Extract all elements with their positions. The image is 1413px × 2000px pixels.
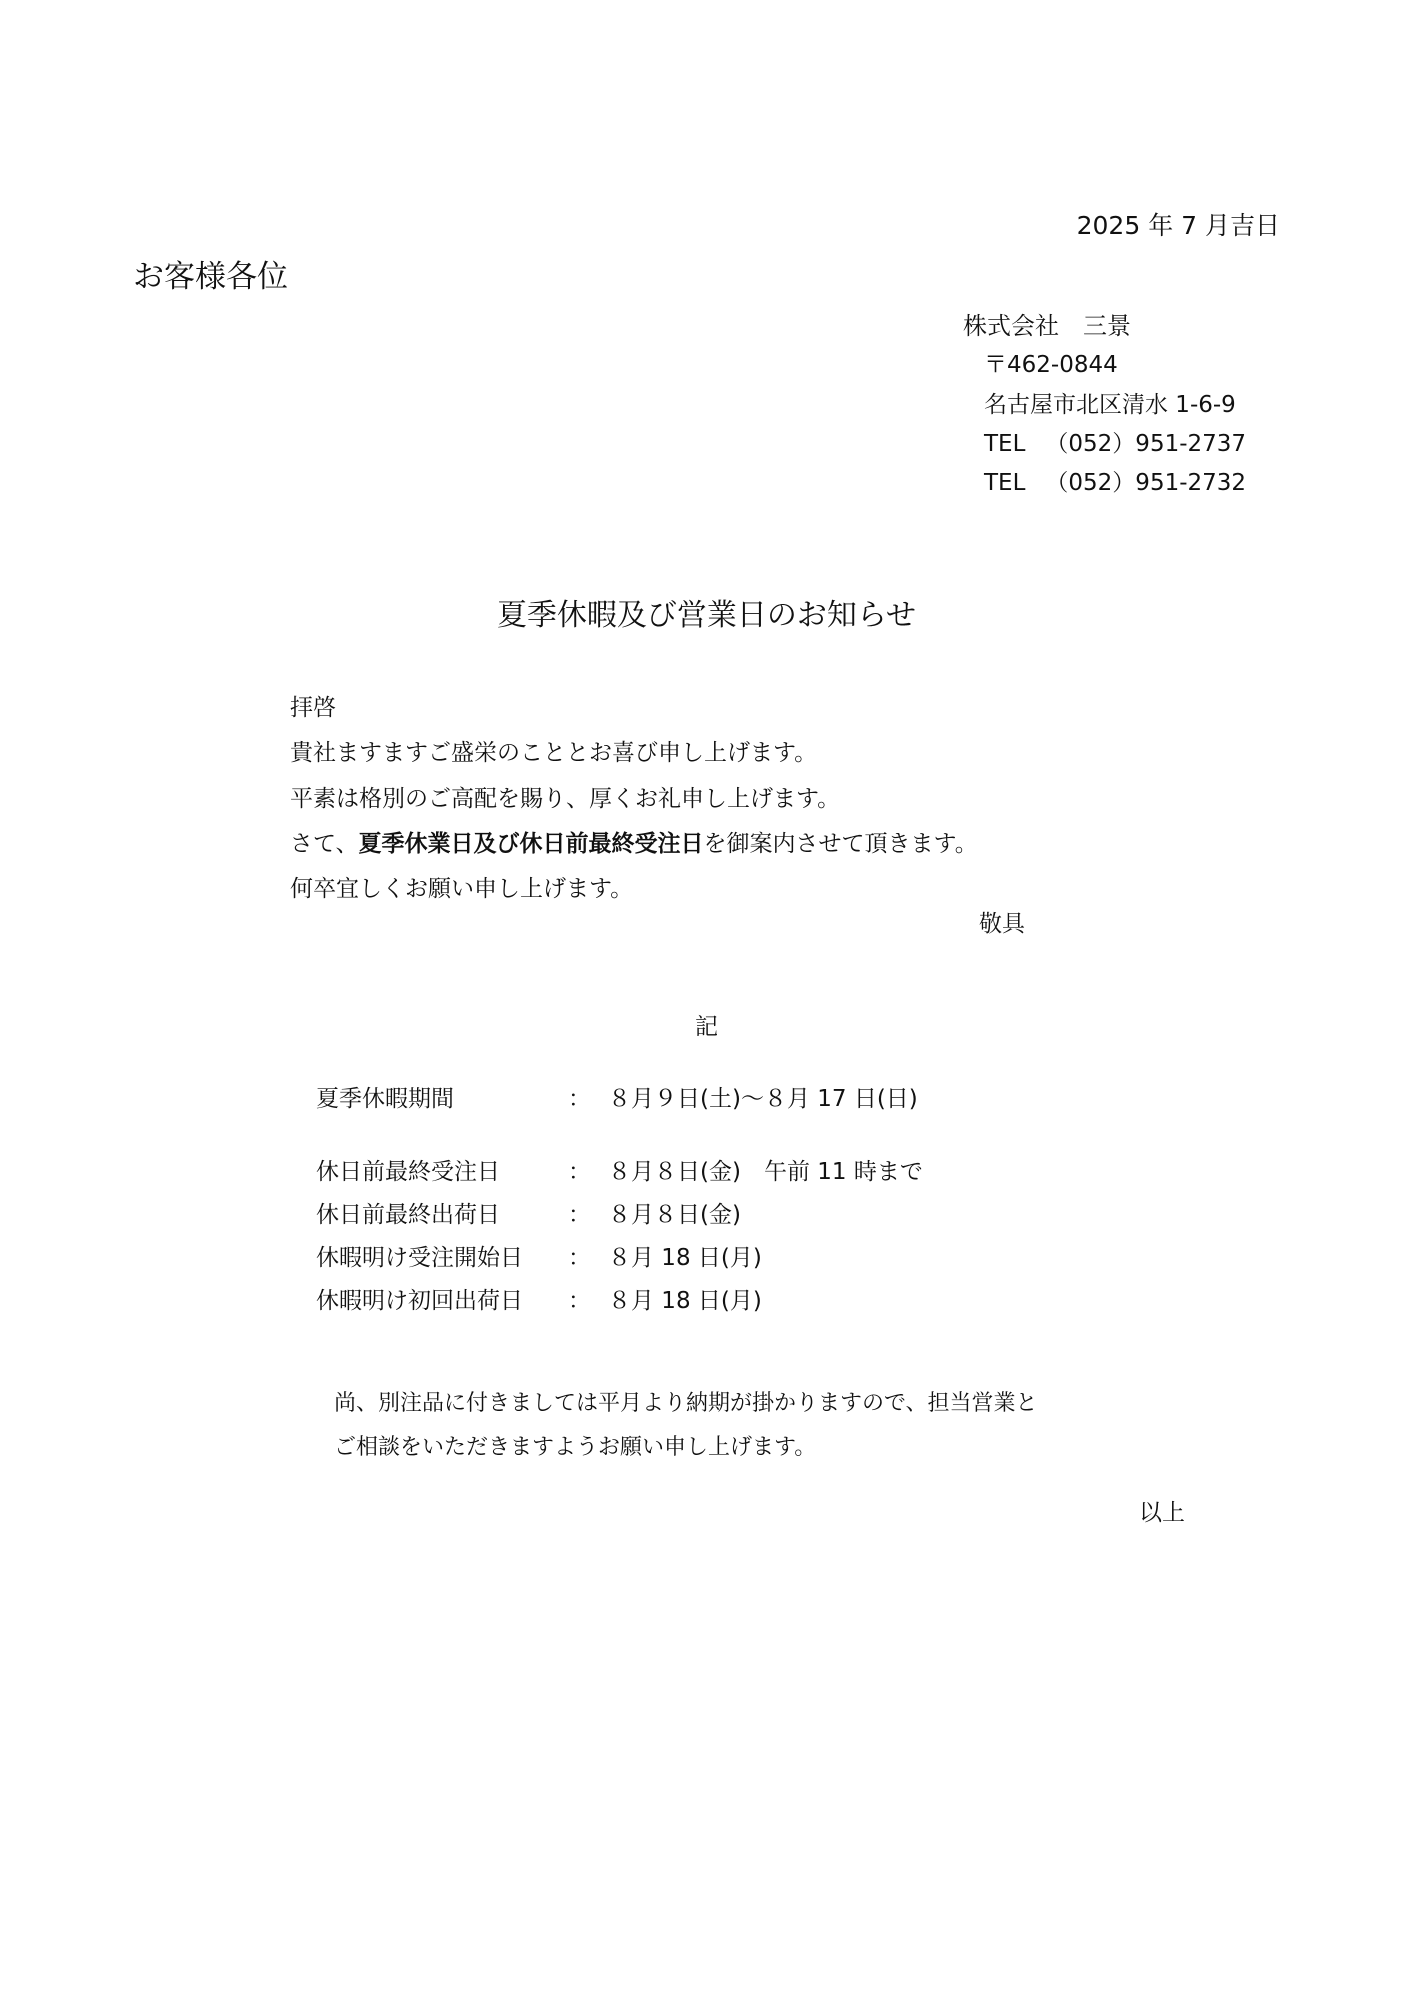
ki-heading: 記: [695, 1014, 718, 1040]
schedule-colon: ：: [568, 1245, 591, 1271]
note-line-1: 尚、別注品に付きましては平月より納期が掛かりますので、担当営業と: [334, 1391, 1038, 1416]
schedule-value: ８月 18 日(月): [608, 1288, 762, 1314]
body-line-3-suffix: を御案内させて頂きます。: [703, 831, 978, 857]
tel-label: TEL: [984, 470, 1026, 496]
tel-number: （052）951-2737: [1045, 431, 1247, 457]
sender-tel-1: [984, 433, 1246, 456]
schedule-value: ８月８日(金) 午前 11 時まで: [608, 1159, 923, 1185]
body-line-2: 平素は格別のご高配を賜り、厚くお礼申し上げます。: [290, 786, 841, 812]
document-end: 以上: [1139, 1500, 1185, 1526]
sender-postal-code: 〒462-0844: [984, 352, 1118, 378]
body-line-1: 貴社ますますご盛栄のこととお喜び申し上げます。: [290, 740, 818, 766]
recipient: お客様各位: [133, 259, 288, 295]
schedule-value: ８月 18 日(月): [608, 1245, 762, 1271]
body-closing: 敬具: [979, 911, 1025, 937]
schedule-label: 休暇明け初回出荷日: [316, 1288, 523, 1314]
body-line-3-prefix: さて、: [290, 831, 359, 857]
schedule-value: ８月８日(金): [608, 1202, 741, 1228]
body-line-3-emphasis: 夏季休業日及び休日前最終受注日: [358, 831, 704, 857]
schedule-colon: ：: [568, 1086, 591, 1112]
tel-number: （052）951-2732: [1045, 470, 1247, 496]
note-line-2: ご相談をいただきますようお願い申し上げます。: [334, 1435, 817, 1460]
body-opening: 拝啓: [290, 695, 336, 721]
body-line-3: [290, 833, 978, 856]
sender-company: 株式会社 三景: [963, 312, 1131, 340]
schedule-colon: ：: [568, 1202, 591, 1228]
tel-label: TEL: [984, 431, 1026, 457]
schedule-colon: ：: [568, 1159, 591, 1185]
schedule-label: 休暇明け受注開始日: [316, 1245, 523, 1271]
sender-address: 名古屋市北区清水 1-6-9: [984, 392, 1236, 418]
body-line-4: 何卒宜しくお願い申し上げます。: [290, 876, 634, 902]
document-title: 夏季休暇及び営業日のお知らせ: [496, 598, 917, 633]
schedule-label: 休日前最終出荷日: [316, 1202, 500, 1228]
schedule-colon: ：: [568, 1288, 591, 1314]
document-date: 2025 年 7 月吉日: [1076, 211, 1280, 240]
schedule-label: 休日前最終受注日: [316, 1159, 500, 1185]
schedule-value: ８月９日(土)～８月 17 日(日): [608, 1086, 918, 1112]
sender-tel-2: [984, 472, 1246, 495]
schedule-label: 夏季休暇期間: [316, 1086, 454, 1112]
